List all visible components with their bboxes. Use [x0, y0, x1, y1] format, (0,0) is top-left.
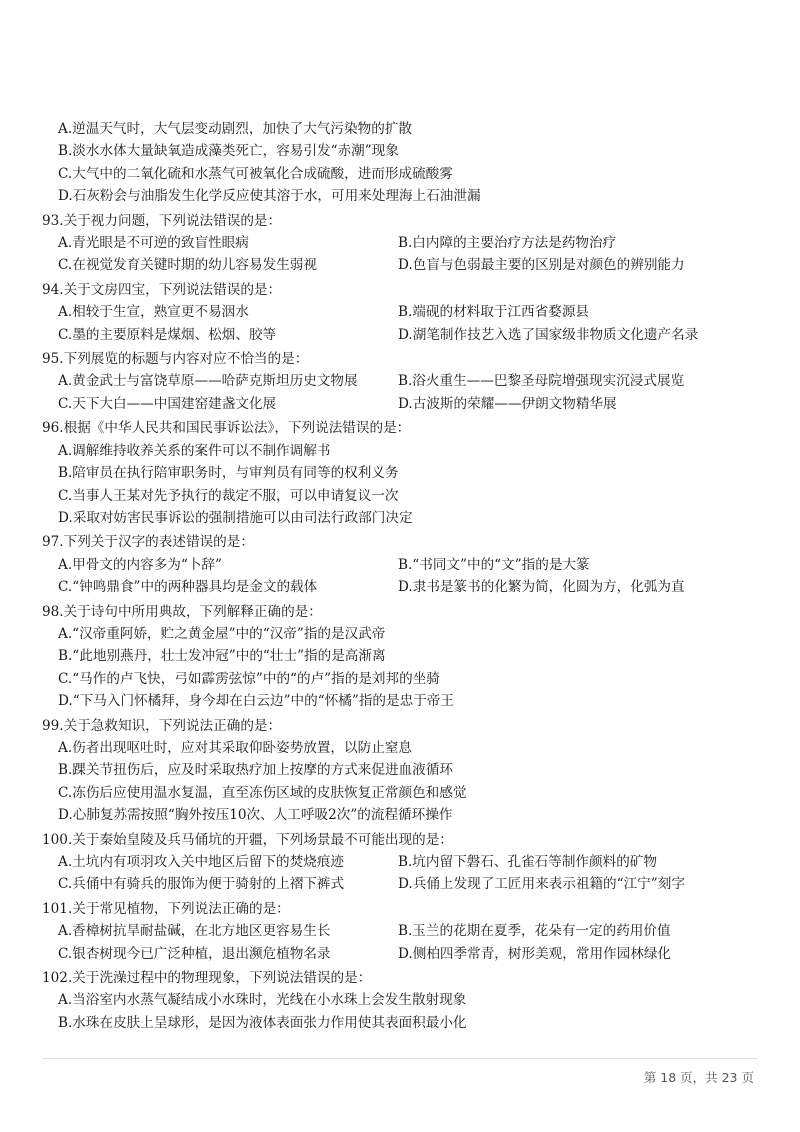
- option: D.采取对妨害民事诉讼的强制措施可以由司法行政部门决定: [58, 509, 413, 526]
- option: B.“书同文”中的“文”指的是大篆: [398, 556, 590, 573]
- question-stem: 97.下列关于汉字的表述错误的是：: [42, 534, 254, 551]
- option: C.兵俑中有骑兵的服饰为便于骑射的上褶下裤式: [58, 876, 345, 893]
- option: D.湖笔制作技艺入选了国家级非物质文化遗产名录: [398, 326, 699, 343]
- option: A.相较于生宣，熟宣更不易洇水: [58, 304, 249, 321]
- option: C.在视觉发育关键时期的幼儿容易发生弱视: [58, 257, 317, 274]
- option: A.“汉帝重阿娇，贮之黄金屋”中的“汉帝”指的是汉武帝: [58, 625, 386, 642]
- question-stem: 95.下列展览的标题与内容对应不恰当的是：: [42, 351, 309, 368]
- question-100: [42, 829, 762, 896]
- option: D.石灰粉会与油脂发生化学反应使其溶于水，可用来处理海上石油泄漏: [58, 188, 481, 205]
- question-98: [42, 601, 762, 713]
- option: B.踝关节扭伤后，应及时采取热疗加上按摩的方式来促进血液循环: [58, 762, 453, 779]
- option-row: [58, 851, 762, 873]
- option: B.白内障的主要治疗方法是药物治疗: [398, 235, 617, 252]
- page-number: 第 18 页，共 23 页: [643, 1070, 754, 1085]
- question-102: [42, 967, 762, 1034]
- option: A.逆温天气时，大气层变动剧烈，加快了大气污染物的扩散: [58, 121, 412, 137]
- option: D.色盲与色弱最主要的区别是对颜色的辨别能力: [398, 257, 685, 274]
- option: C.天下大白——中国建窑建盏文化展: [58, 395, 277, 412]
- option: C.墨的主要原料是煤烟、松烟、胶等: [58, 326, 277, 343]
- option-row: [58, 920, 762, 942]
- option-row: [58, 393, 762, 415]
- question-content: [42, 118, 762, 1034]
- option-row: [58, 324, 762, 346]
- footer-divider: [42, 1058, 758, 1059]
- option: C.银杏树现今已广泛种植，退出濒危植物名录: [58, 945, 331, 962]
- option-row: [58, 254, 762, 276]
- option-row: [58, 943, 762, 965]
- option: D.心肺复苏需按照“胸外按压10次、人工呼吸2次”的流程循环操作: [58, 807, 453, 824]
- question-stem: 98.关于诗句中所用典故，下列解释正确的是：: [42, 603, 322, 620]
- question-stem: 99.关于急救知识，下列说法正确的是：: [42, 717, 282, 734]
- question-95: [42, 348, 762, 415]
- option: C.当事人王某对先予执行的裁定不服，可以申请复议一次: [58, 487, 399, 504]
- option: B.水珠在皮肤上呈球形，是因为液体表面张力作用使其表面积最小化: [58, 1014, 467, 1031]
- question-93: [42, 210, 762, 277]
- question-stem: 101.关于常见植物，下列说法正确的是：: [42, 900, 290, 917]
- option: C.“马作的卢飞快，弓如霹雳弦惊”中的“的卢”指的是刘邦的坐骑: [58, 670, 440, 687]
- option: D.古波斯的荣耀——伊朗文物精华展: [398, 395, 617, 412]
- question-stem: 96.根据《中华人民共和国民事诉讼法》，下列说法错误的是：: [42, 420, 411, 437]
- option: A.当浴室内水蒸气凝结成小水珠时，光线在小水珠上会发生散射现象: [58, 992, 467, 1009]
- question-stem: 100.关于秦始皇陵及兵马俑坑的开疆，下列场景最不可能出现的是：: [42, 831, 453, 848]
- option: A.土坑内有项羽攻入关中地区后留下的焚烧痕迹: [58, 854, 345, 870]
- question-stem: 102.关于洗澡过程中的物理现象，下列说法错误的是：: [42, 970, 372, 987]
- question-96: [42, 417, 762, 529]
- option-row: [58, 232, 762, 254]
- option-row: [58, 301, 762, 323]
- option: B.坑内留下磐石、孔雀石等制作颜料的矿物: [398, 854, 657, 870]
- option: C.冻伤后应使用温水复温，直至冻伤区域的皮肤恢复正常颜色和感觉: [58, 784, 467, 801]
- option: A.伤者出现呕吐时，应对其采取仰卧姿势放置，以防止窒息: [58, 739, 412, 756]
- question-101: [42, 898, 762, 965]
- option-row: [58, 370, 762, 392]
- option-row: [58, 554, 762, 576]
- option: D.隶书是篆书的化繁为简，化圆为方，化弧为直: [398, 579, 685, 596]
- option: C.大气中的二氧化硫和水蒸气可被氧化合成硫酸，进而形成硫酸雾: [58, 165, 453, 182]
- option: B.浴火重生——巴黎圣母院增强现实沉浸式展览: [398, 373, 685, 390]
- question-99: [42, 715, 762, 827]
- option: A.黄金武士与富饶草原——哈萨克斯坦历史文物展: [58, 373, 358, 390]
- option: B.淡水水体大量缺氧造成藻类死亡，容易引发“赤潮”现象: [58, 143, 399, 160]
- option: B.“此地别燕丹，壮士发冲冠”中的“壮士”指的是高渐离: [58, 648, 386, 665]
- option: D.兵俑上发现了工匠用来表示祖籍的“江宁”刻字: [398, 876, 685, 893]
- option: B.陪审员在执行陪审职务时，与审判员有同等的权利义务: [58, 465, 399, 482]
- question-stem: 93.关于视力问题，下列说法错误的是：: [42, 212, 282, 229]
- question-97: [42, 531, 762, 598]
- option-row: [58, 576, 762, 598]
- option: B.玉兰的花期在夏季，花朵有一定的药用价值: [398, 923, 671, 940]
- question-94: [42, 279, 762, 346]
- question-stem: 94.关于文房四宝，下列说法错误的是：: [42, 281, 282, 298]
- option: D.侧柏四季常青，树形美观，常用作园林绿化: [398, 945, 672, 962]
- option: A.青光眼是不可逆的致盲性眼病: [58, 235, 249, 252]
- option-row: [58, 873, 762, 895]
- continued-options: [42, 118, 762, 208]
- option: C.“钟鸣鼎食”中的两种器具均是金文的载体: [58, 579, 318, 596]
- option: A.甲骨文的内容多为“卜辞”: [58, 556, 222, 573]
- option: D.“下马入门怀橘拜，身今却在白云边”中的“怀橘”指的是忠于帝王: [58, 693, 454, 710]
- option: B.端砚的材料取于江西省婺源县: [398, 304, 590, 321]
- option: A.调解维持收养关系的案件可以不制作调解书: [58, 442, 331, 459]
- option: A.香樟树抗旱耐盐碱，在北方地区更容易生长: [58, 923, 331, 940]
